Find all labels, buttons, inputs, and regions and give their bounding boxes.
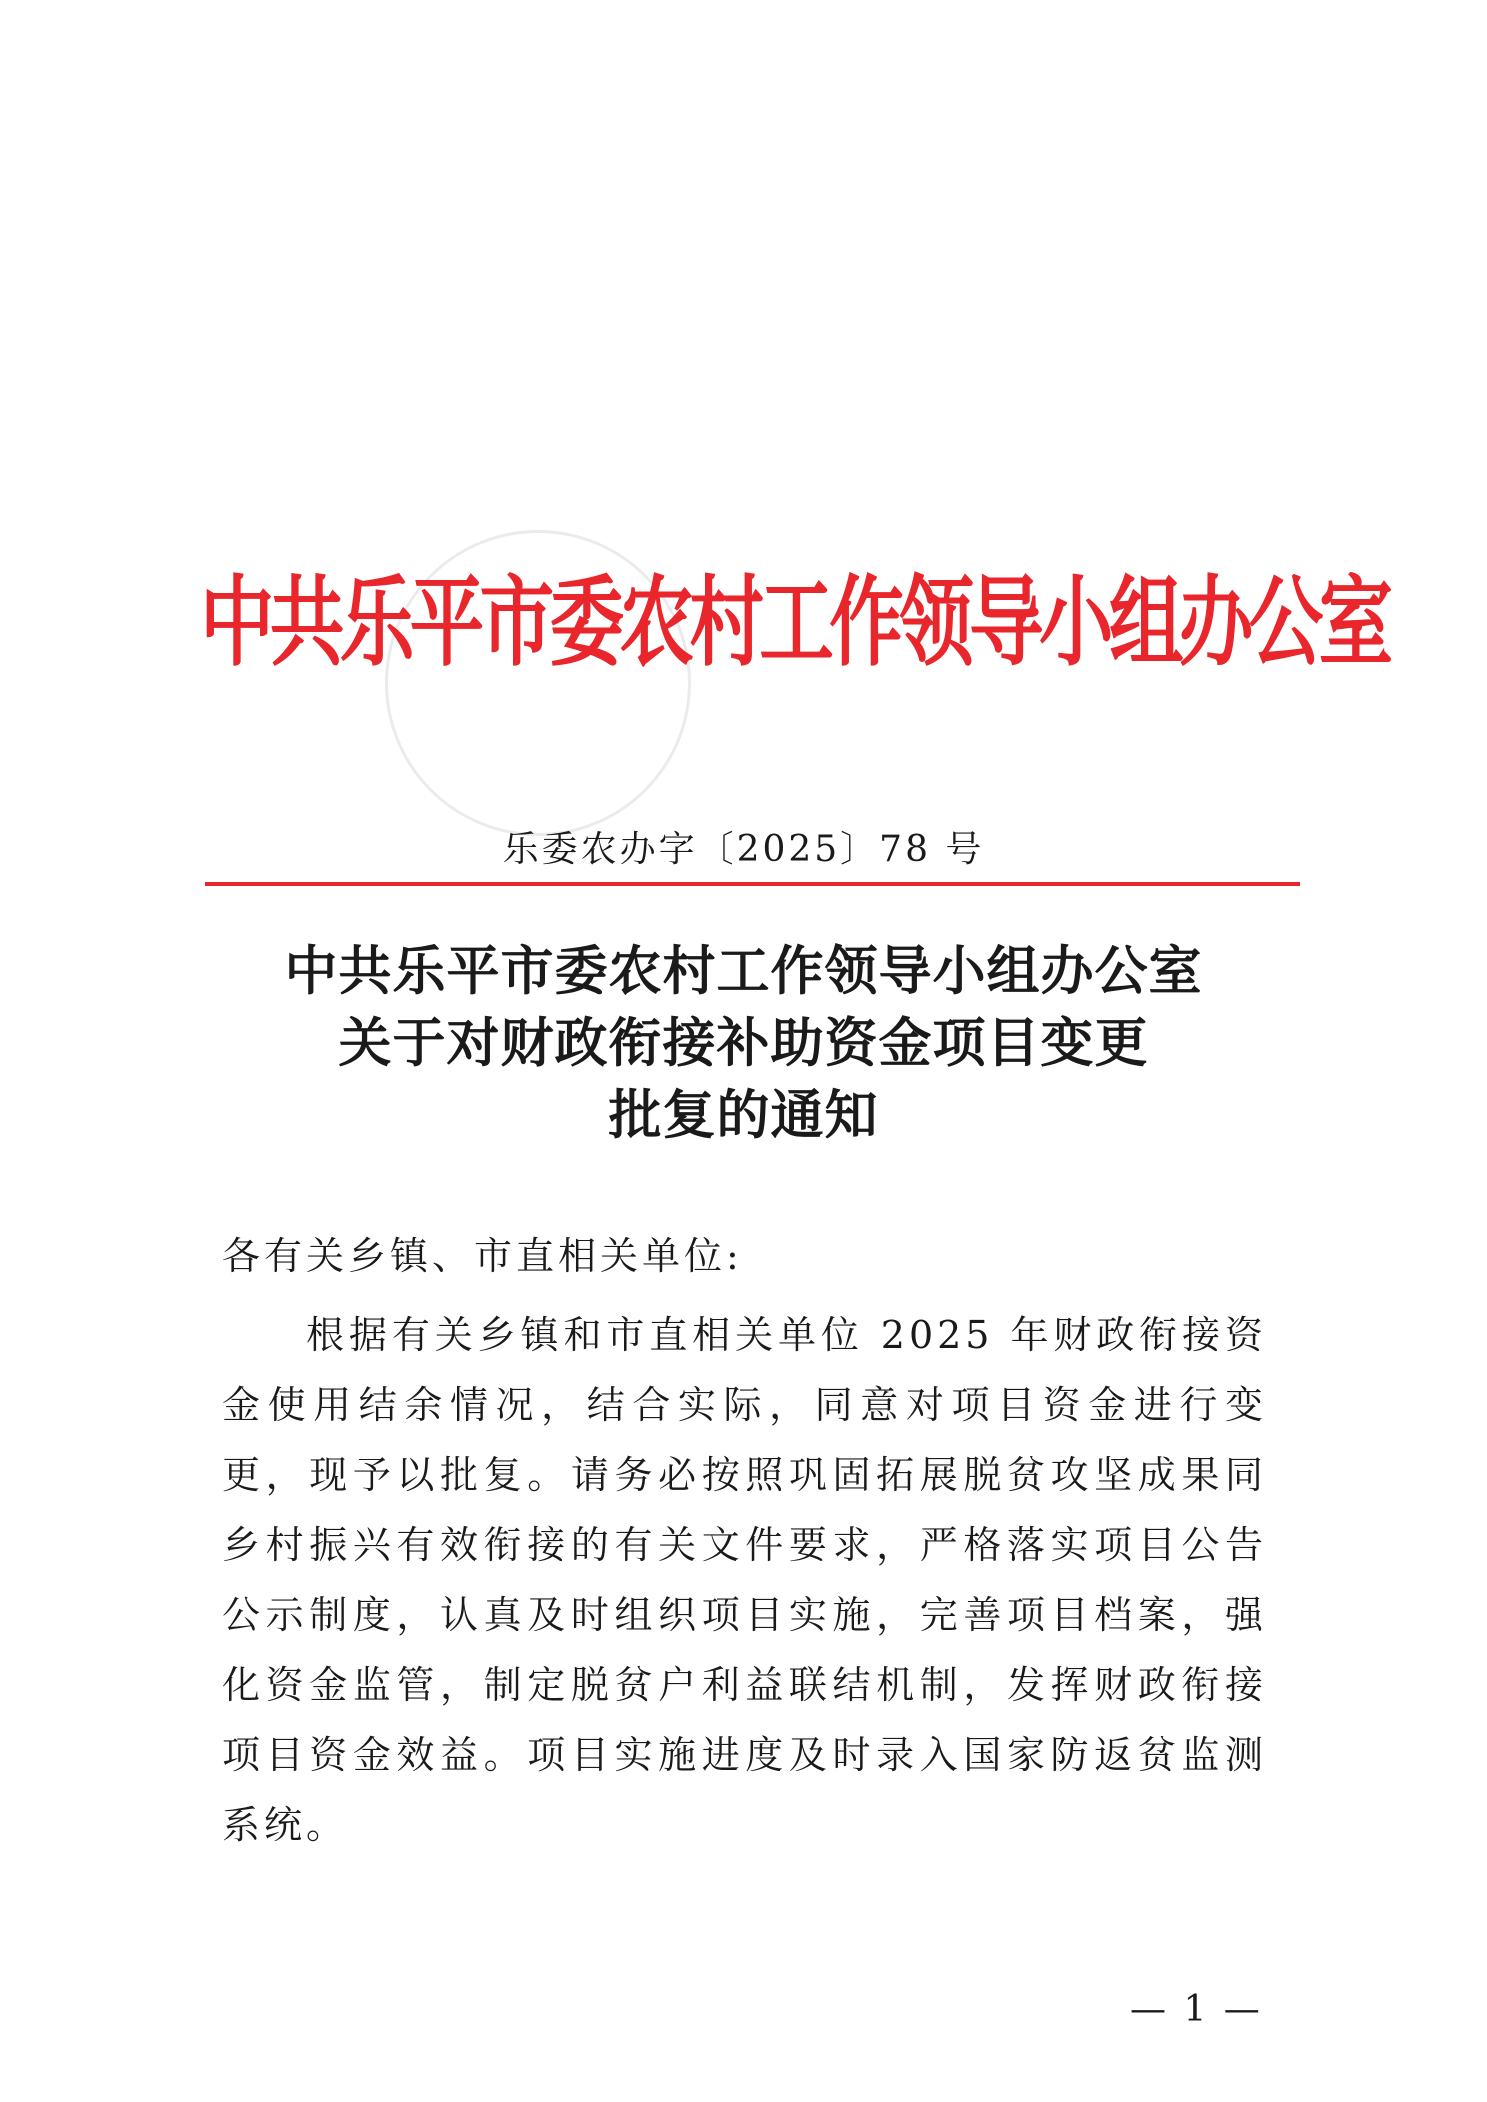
- salutation: 各有关乡镇、市直相关单位:: [222, 1234, 743, 1278]
- title-line-1: 中共乐平市委农村工作领导小组办公室: [284, 940, 1203, 1002]
- title-line-2: 关于对财政衔接补助资金项目变更: [338, 1012, 1149, 1074]
- body-paragraph: 根据有关乡镇和市直相关单位 2025 年财政衔接资金使用结余情况，结合实际，同意对项目资金进行变更，现予以批复。请务必按照巩固拓展脱贫攻坚成果同乡村振兴有效衔接的有关文件要求，严格落实项目公告公示制度，认真及时组织项目实施，完善项目档案，强化资金监管，制定脱贫户利益联结机制，发挥财政衔接项目资金效益。项目实施进度及时录入国家防返贫监测系统。: [222, 1313, 1267, 1847]
- issuer-header: 中共乐平市委农村工作领导小组办公室: [200, 566, 1389, 680]
- title-line-3: 批复的通知: [608, 1084, 879, 1146]
- document-title: [0, 935, 1487, 1151]
- document-number: 乐委农办字〔2025〕78 号: [502, 829, 985, 870]
- red-divider-line: [205, 882, 1300, 886]
- page-number: — 1 —: [1130, 1989, 1263, 2030]
